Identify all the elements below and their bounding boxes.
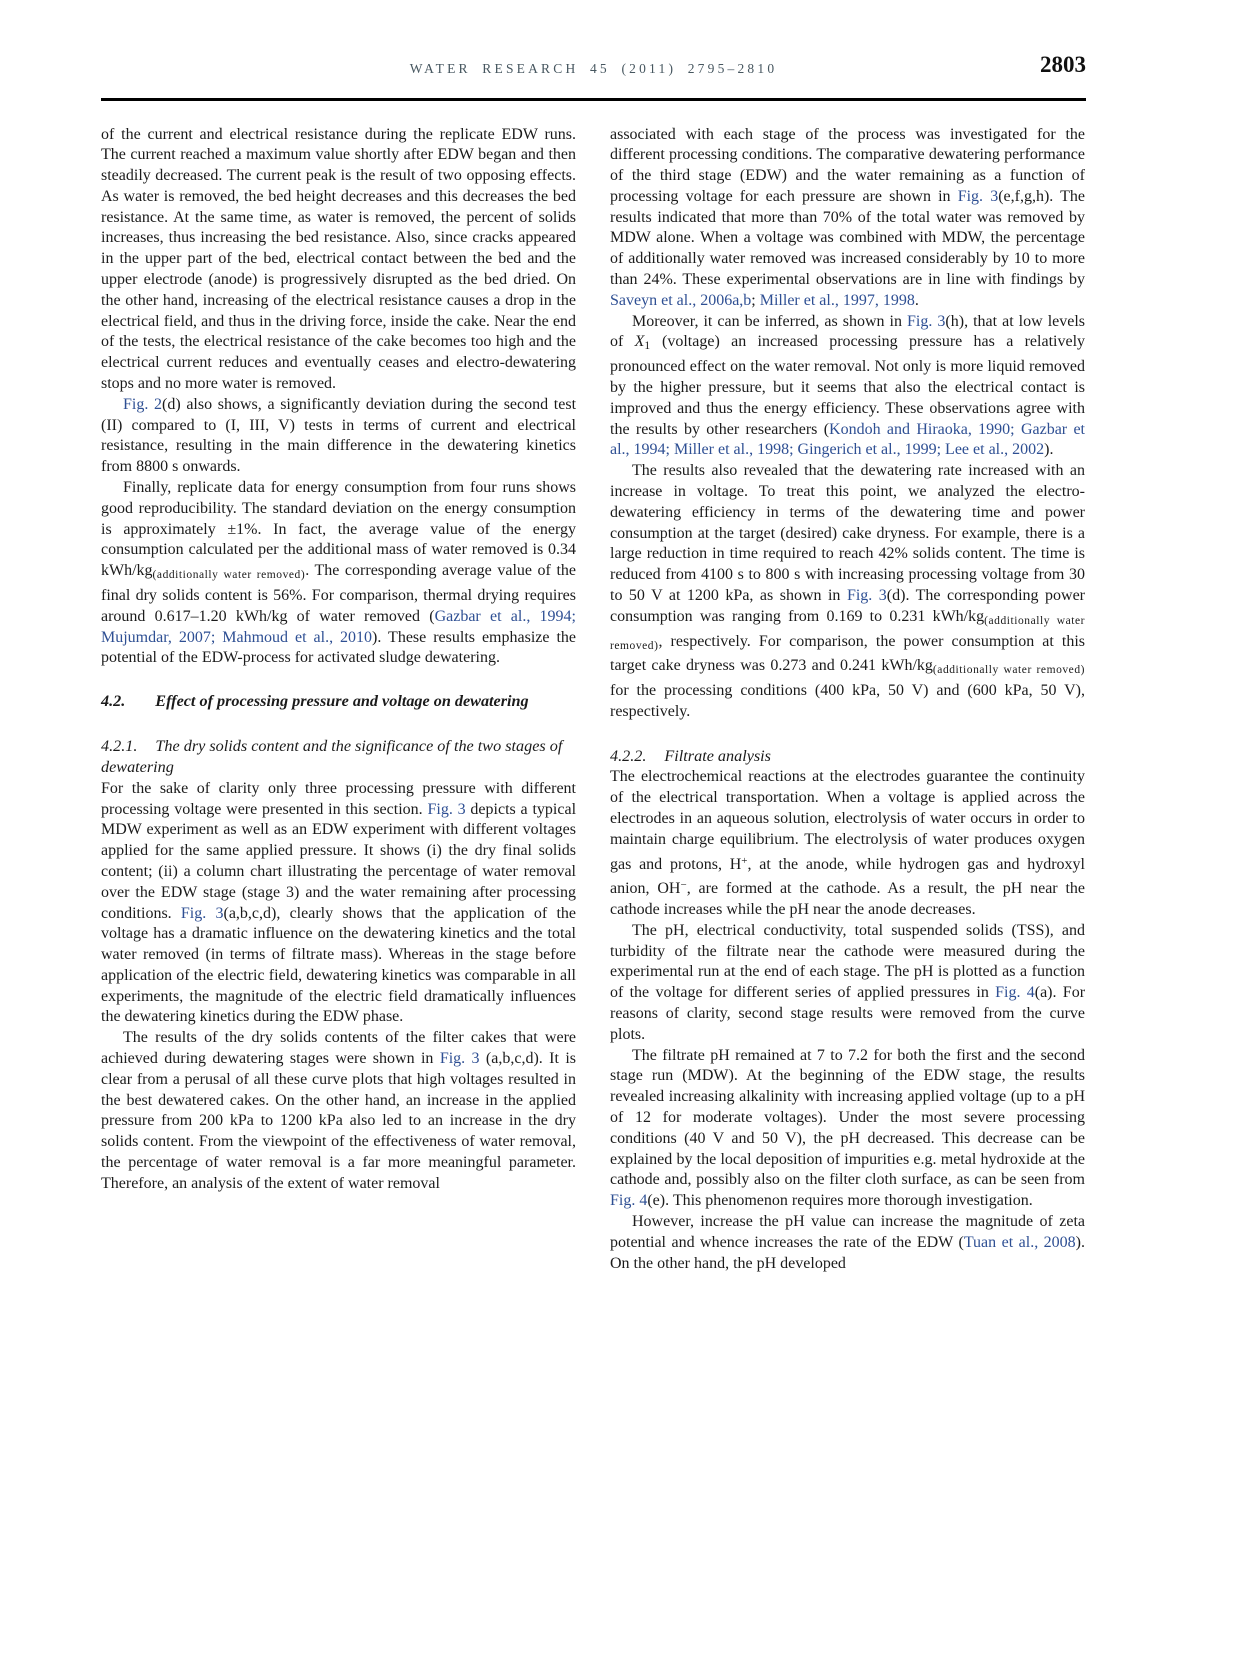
two-column-body	[101, 125, 1086, 1275]
text-run: depicts a typical MDW experiment as well as an EDW experiment with different voltages applied for the same applied pressure. It shows (i) the dry final solids content; (ii) a column chart illustrating the percentage of water removal over the EDW stage (stage 3) and the water remaining after processing conditions.	[101, 800, 577, 922]
text-run: (h), that at low levels of	[610, 312, 1086, 351]
citation-link[interactable]: Fig. 3	[846, 587, 887, 605]
text-run: for the processing conditions (400 kPa, 50 V) and (600 kPa, 50 V), respectively.	[610, 682, 1085, 721]
paragraph	[610, 767, 1085, 921]
subscript-text: (additionally water removed)	[610, 614, 1085, 652]
text-run: , at the anode, while hydrogen gas and hydroxyl anion, OH	[610, 855, 1086, 898]
superscript-text: −	[680, 879, 687, 892]
citation-link[interactable]: Fig. 4	[610, 1192, 648, 1210]
text-run: ).	[1044, 441, 1054, 459]
text-run: The pH, electrical conductivity, total suspended solids (TSS), and turbidity of the filtrate near the cathode were measured during the experimental run at the end of each stage. The pH is plotted as a function of the voltage for different series of applied pressures in	[610, 921, 1085, 1002]
heading-number: 4.2.	[101, 692, 126, 711]
text-run: (a). For reasons of clarity, second stage results were removed from the curve plots.	[610, 984, 1086, 1043]
paragraph	[101, 395, 576, 478]
citation-link[interactable]: Fig. 4	[995, 984, 1035, 1002]
text-run: For the sake of clarity only three processing pressure with different processing voltage were presented in this section.	[101, 779, 576, 818]
section-heading	[101, 691, 576, 713]
subsection-heading	[101, 736, 576, 779]
heading-number: 4.2.1.	[101, 736, 138, 755]
citation-link[interactable]: Kondoh and Hiraoka, 1990; Gazbar et al., 1994; Miller et al., 1998; Gingerich et al., 1999; Lee et al., 2002	[610, 420, 1085, 459]
text-run: . The corresponding average value of the final dry solids content is 56%. For comparison, thermal drying requires around 0.617–1.20 kWh/kg of water removed (	[101, 562, 576, 625]
text-run: (a,b,c,d), clearly shows that the application of the voltage has a dramatic influence on the dewatering kinetics and the total water removed (in terms of filtrate mass). Whereas in the stage before application of the electric field, dewatering kinetics was comparable in all experiments, the magnitude of the electric field dramatically influences the dewatering kinetics during the EDW phase.	[101, 904, 577, 1026]
variable-text: X	[634, 333, 645, 351]
citation-link[interactable]: Fig. 3	[957, 187, 999, 205]
right-column	[610, 125, 1085, 1275]
citation-link[interactable]: Tuan et al., 2008	[963, 1233, 1076, 1251]
text-run: of the current and electrical resistance during the replicate EDW runs. The current reached a maximum value shortly after EDW began and then steadily decreased. The current peak is the result of two opposing effects. As water is removed, the bed height decreases and this decreases the bed resistance. At the same time, as water is removed, the percent of solids increases, thus increasing the bed resistance. Also, since cracks appeared in the upper part of the bed, electrical contact between the bed and the upper electrode (anode) is progressively disrupted as the bed dried. On the other hand, increasing of the electrical resistance causes a drop in the electrical field, and thus in the driving force, inside the cake. Near the end of the tests, the electrical resistance of the cake becomes too high and the electrical current reduces and eventually ceases and electro-dewatering stops and no more water is removed.	[101, 125, 576, 393]
heading-title: Filtrate analysis	[664, 746, 771, 765]
text-run: (d) also shows, a significantly deviation during the second test (II) compared to (I, III, V) tests in terms of current and electrical resistance, resulting in the main difference in the dewatering kinetics from 8800 s onwards.	[101, 395, 577, 476]
citation-link[interactable]: Fig. 2	[123, 395, 163, 413]
citation-link[interactable]: Gazbar et al., 1994; Mujumdar, 2007; Mahmoud et al., 2010	[101, 607, 576, 646]
journal-header: WATER RESEARCH 45 (2011) 2795–2810	[409, 61, 778, 76]
text-run: The electrochemical reactions at the electrodes guarantee the continuity of the electrical transportation. When a voltage is applied across the electrodes in an aqueous solution, electrolysis of water occurs in order to maintain charge equilibrium. The electrolysis of water produces oxygen gas and protons, H	[610, 768, 1085, 873]
text-run: , respectively. For comparison, the power consumption at this target cake dryness was 0.273 and 0.241 kWh/kg	[610, 632, 1085, 675]
text-run: (e). This phenomenon requires more thorough investigation.	[647, 1192, 1033, 1210]
text-run: Moreover, it can be inferred, as shown in	[632, 312, 908, 330]
citation-link[interactable]: Miller et al., 1997, 1998	[759, 291, 915, 309]
text-run: associated with each stage of the process was investigated for the different processing conditions. The comparative dewatering performance of the third stage (EDW) and the water remaining as a function of processing voltage for each pressure are shown in	[610, 125, 1085, 205]
paragraph	[101, 478, 576, 669]
text-run: ;	[751, 291, 760, 309]
text-run: .	[914, 291, 919, 309]
paragraph	[610, 921, 1085, 1046]
left-column	[101, 125, 576, 1275]
paragraph	[101, 1028, 576, 1194]
text-run: The results also revealed that the dewatering rate increased with an increase in voltage. To treat this point, we analyzed the electro-dewatering efficiency in terms of the dewatering time and power consumption at the target (desired) cake dryness. For example, there is a large reduction in time required to reach 42% solids content. The time is reduced from 4100 s to 800 s with increasing processing voltage from 30 to 50 V at 1200 kPa, as shown in	[610, 462, 1085, 605]
paragraph	[610, 312, 1085, 462]
subscript-text: (additionally water removed)	[932, 664, 1086, 677]
text-run: The filtrate pH remained at 7 to 7.2 for both the first and the second stage run (MDW). At the beginning of the EDW stage, the results revealed increasing alkalinity with increasing applied voltage (up to a pH of 12 for moderate voltages). Under the most severe processing conditions (40 V and 50 V), the pH decreased. This decrease can be explained by the local deposition of impurities e.g. metal hydroxide at the cathode and, possibly also on the filter cloth surface, as can be seen from	[610, 1046, 1085, 1189]
subscript-text: 1	[644, 340, 651, 353]
text-run: Finally, replicate data for energy consumption from four runs shows good reproducibility. The standard deviation on the energy consumption is approximately ±1%. In fact, the average value of the energy consumption calculated per the additional mass of water removed is 0.34 kWh/kg	[101, 479, 576, 580]
paragraph	[610, 125, 1085, 312]
text-run: (d). The corresponding power consumption was ranging from 0.169 to 0.231 kWh/kg	[610, 587, 1086, 625]
citation-link[interactable]: Fig. 3	[180, 904, 224, 922]
paragraph	[610, 1212, 1085, 1274]
paragraph	[101, 779, 576, 1029]
text-run: (voltage) an increased processing pressure has a relatively pronounced effect on the water removal. Not only is more liquid removed by the higher pressure, but it seems that also the electrical contact is improved and thus the energy efficiency. These observations agree with the results by other researchers (	[610, 333, 1086, 438]
heading-title: The dry solids content and the significance of the two stages of dewatering	[101, 736, 563, 777]
subsection-heading	[610, 746, 1085, 768]
citation-link[interactable]: Saveyn et al., 2006a,b	[610, 291, 752, 309]
text-run: The results of the dry solids contents of the filter cakes that were achieved during dewatering stages were shown in	[101, 1029, 576, 1068]
text-run: , are formed at the cathode. As a result, the pH near the cathode increases while the pH near the anode decreases.	[610, 880, 1086, 919]
citation-link[interactable]: Fig. 3	[907, 312, 946, 330]
paragraph	[101, 125, 576, 395]
superscript-text: +	[741, 854, 748, 867]
paragraph	[610, 461, 1085, 723]
heading-title: Effect of processing pressure and voltage on dewatering	[155, 692, 529, 711]
text-run: However, increase the pH value can increase the magnitude of zeta potential and whence increases the rate of the EDW (	[610, 1213, 1085, 1251]
citation-link[interactable]: Fig. 3	[427, 800, 466, 818]
header-rule	[101, 98, 1086, 101]
text-run: ). On the other hand, the pH developed	[610, 1233, 1085, 1272]
text-run: (a,b,c,d). It is clear from a perusal of all these curve plots that high voltages resulted in the best dewatered cakes. On the other hand, an increase in the applied pressure from 200 kPa to 1200 kPa also led to an increase in the dry solids content. From the viewpoint of the effectiveness of water removal, the percentage of water removal is a far more meaningful parameter. Therefore, an analysis of the extent of water removal	[101, 1050, 577, 1192]
subscript-text: (additionally water removed)	[152, 569, 306, 582]
citation-link[interactable]: Fig. 3	[439, 1050, 480, 1068]
text-run: (e,f,g,h). The results indicated that more than 70% of the total water was removed by MDW alone. When a voltage was combined with MDW, the percentage of additionally water removed was increased considerably by 10 to more than 24%. These experimental observations are in line with findings by	[610, 187, 1086, 289]
page-number: 2803	[1040, 52, 1086, 77]
running-head	[101, 52, 1086, 86]
text-run: ). These results emphasize the potential of the EDW-process for activated sludge dewatering.	[101, 628, 576, 667]
paragraph	[610, 1046, 1085, 1212]
heading-number: 4.2.2.	[610, 746, 647, 765]
